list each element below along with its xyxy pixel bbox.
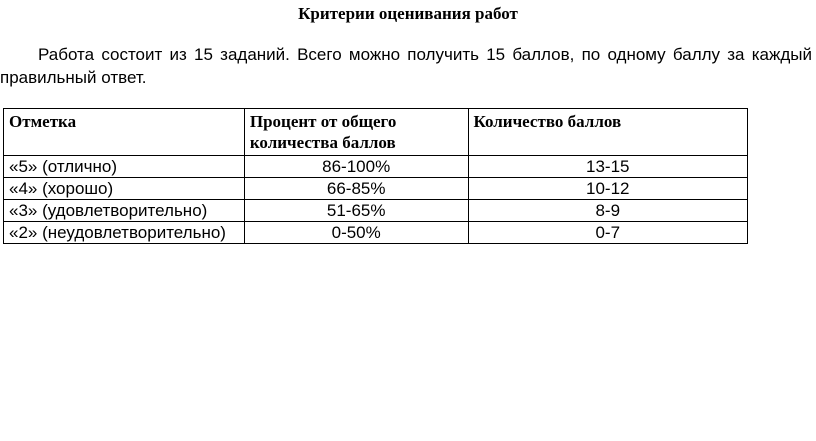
header-grade: Отметка	[4, 109, 245, 156]
grade-cell: «2» (неудовлетворительно)	[4, 222, 245, 244]
intro-paragraph: Работа состоит из 15 заданий. Всего можно получить 15 баллов, по одному баллу за каждый правильный ответ.	[0, 45, 812, 87]
table-row	[4, 156, 748, 178]
document-title: Критерии оценивания работ	[298, 4, 518, 23]
points-cell: 8-9	[468, 200, 748, 222]
grading-criteria-table	[3, 108, 748, 244]
header-points: Количество баллов	[468, 109, 748, 156]
percent-cell: 66-85%	[244, 178, 468, 200]
table-row	[4, 200, 748, 222]
points-cell: 0-7	[468, 222, 748, 244]
table-row	[4, 222, 748, 244]
grade-cell: «4» (хорошо)	[4, 178, 245, 200]
grade-cell: «5» (отлично)	[4, 156, 245, 178]
table-row	[4, 178, 748, 200]
points-cell: 10-12	[468, 178, 748, 200]
table-header-row	[4, 109, 748, 156]
header-percent: Процент от общего количества баллов	[244, 109, 468, 156]
percent-cell: 51-65%	[244, 200, 468, 222]
percent-cell: 0-50%	[244, 222, 468, 244]
points-cell: 13-15	[468, 156, 748, 178]
grade-cell: «3» (удовлетворительно)	[4, 200, 245, 222]
percent-cell: 86-100%	[244, 156, 468, 178]
